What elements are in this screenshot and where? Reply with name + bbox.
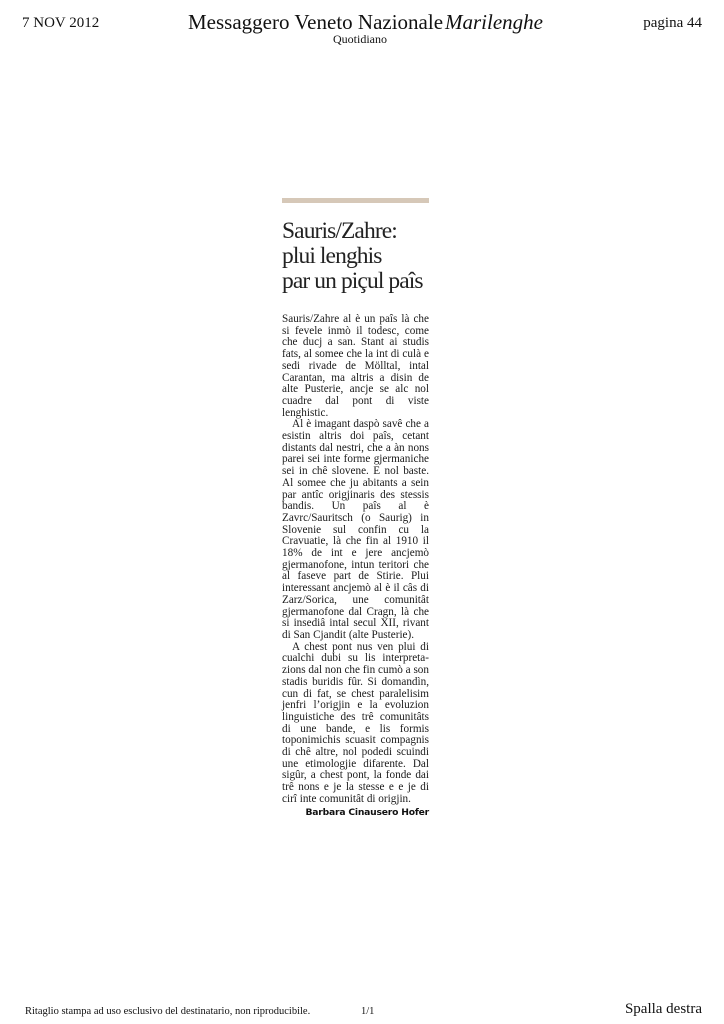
- headline-line: Sauris/Zahre:: [282, 218, 397, 244]
- headline-line: plui lenghis: [282, 243, 382, 269]
- header-date: 7 NOV 2012: [22, 15, 100, 31]
- article-paragraph: A chest pont nus ven plui di cualchi dubi su lis interpretazions dal non che fin cumò a son stadis buridis fûr. Si domandìn, cun di fat, se chest paralelisim jenfri l’origjin e la evoluzion linguistiche des trê comunitâts di une bande, e lis formis toponimichis scuasit compagnis di chê altre, nol podedi scuindi une etimologjie difarente. Dal sigûr, a chest pont, la fonde dai trê nons e je la stesse e e je di cirî inte comunitât di origjin.: [282, 640, 429, 805]
- article-author: Barbara Cinausero Hofer: [305, 806, 429, 818]
- section-name: Marilenghe: [445, 10, 543, 34]
- footer-notice: Ritaglio stampa ad uso esclusivo del destinatario, non riproducibile.: [25, 1006, 311, 1017]
- footer-position: Spalla destra: [624, 1001, 702, 1017]
- article-paragraph: Al è imagant daspò savê che a esistin altris doi paîs, cetant distants dal nestri, che a àn nons parei sei inte forme gjermaniche sei in chê slovene. E nol baste. Al somee che ju abitants a sein par antîc origjinaris des stessis bandis. Un paîs al è Zavrc/Sauritsch (o Saurig) in Slovenie sul confin cu la Cravuatie, là che fin al 1910 il 18% de int e jere ancjemò gjermanofone, intun teritori che al faseve part de Stirie. Plui interessant ancjemò al è il câs di Zarz/Sorica, une comunitât gjermanofone dal Cragn, là che si insediâ intal secul XII, rivant di San Cjandit (alte Pusterie).: [282, 418, 429, 641]
- article-paragraph: Sauris/Zahre al è un paîs là che si fevele inmò il todesc, come che ducj a san. Stant ai studis fats, al somee che la int di culà e sedi rivade de Mölltal, intal Carantan, ma altris a disin de alte Pusterie, ancje se alc nol cuadre dal pont di viste lenghistic.: [282, 313, 429, 419]
- headline-rule: [282, 198, 429, 203]
- article-headline: [282, 219, 429, 294]
- article-body: [282, 314, 429, 806]
- publication-type: Quotidiano: [333, 32, 387, 46]
- newspaper-name: Messaggero Veneto Nazionale: [188, 10, 444, 34]
- article: [282, 198, 429, 818]
- headline-line: par un piçul paîs: [282, 268, 423, 294]
- page-number: pagina 44: [643, 15, 702, 31]
- footer-page-count: 1/1: [361, 1006, 375, 1017]
